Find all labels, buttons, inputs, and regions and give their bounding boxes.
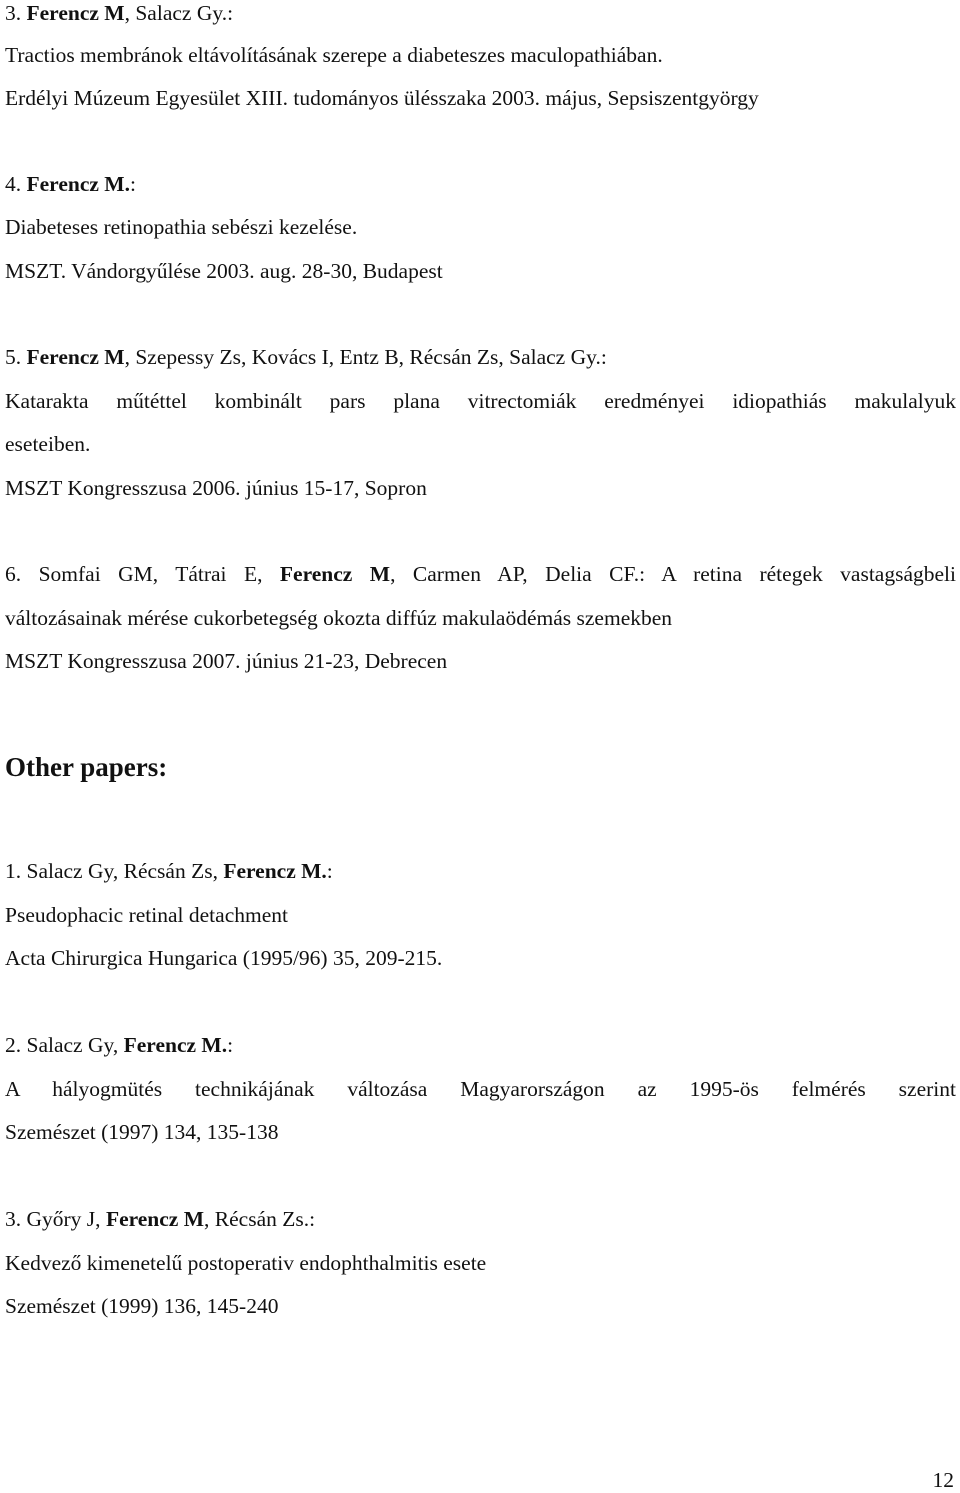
entry-5-title-line-2: eseteiben. [5,432,91,456]
other-1-venue: Acta Chirurgica Hungarica (1995/96) 35, 209-215. [5,946,443,970]
other-2-authors: 2. Salacz Gy, Ferencz M.: [5,1033,234,1057]
page-number: 12 [932,1468,954,1492]
other-2-venue: Szemészet (1997) 134, 135-138 [5,1120,279,1144]
author-highlight: Ferencz M. [123,1033,228,1057]
author-highlight: Ferencz M. [223,859,327,883]
entry-6-authors: 6. Somfai GM, Tátrai E, Ferencz M, Carmen AP, Delia CF.: A retina rétegek vastagságbeli [5,562,957,586]
author-highlight: Ferencz M [26,345,125,369]
entry-3-title: Tractios membránok eltávolításának szerepe a diabeteszes maculopathiában. [5,43,663,67]
other-3-title: Kedvező kimenetelű postoperativ endophthalmitis esete [5,1251,487,1275]
author-highlight: Ferencz M [105,1207,205,1231]
entry-4-title: Diabeteses retinopathia sebészi kezelése. [5,215,358,239]
other-3-authors: 3. Győry J, Ferencz M, Récsán Zs.: [5,1207,316,1231]
other-3-venue: Szemészet (1999) 136, 145-240 [5,1294,279,1318]
author-highlight: Ferencz M [279,562,391,586]
entry-5-title-line-1: Katarakta műtéttel kombinált pars plana vitrectomiák eredményei idiopathiás makulalyuk [5,389,956,413]
author-highlight: Ferencz M [26,1,125,25]
entry-6-title: változásainak mérése cukorbetegség okozta diffúz makulaödémás szemekben [5,606,673,630]
other-1-title: Pseudophacic retinal detachment [5,903,288,927]
entry-4-venue: MSZT. Vándorgyűlése 2003. aug. 28-30, Budapest [5,259,443,283]
section-heading-other-papers: Other papers: [5,752,168,782]
other-2-title: A hályogmütés technikájának változása Magyarországon az 1995-ös felmérés szerint [5,1077,956,1101]
entry-5-authors: 5. Ferencz M, Szepessy Zs, Kovács I, Entz B, Récsán Zs, Salacz Gy.: [5,345,607,369]
author-highlight: Ferencz M. [26,172,130,196]
entry-3-authors: 3. Ferencz M, Salacz Gy.: [5,1,234,25]
entry-3-venue: Erdélyi Múzeum Egyesület XIII. tudományos ülésszaka 2003. május, Sepsiszentgyörgy [5,86,759,110]
entry-4-authors: 4. Ferencz M.: [5,172,136,196]
entry-5-venue: MSZT Kongresszusa 2006. június 15-17, Sopron [5,476,427,500]
other-1-authors: 1. Salacz Gy, Récsán Zs, Ferencz M.: [5,859,333,883]
entry-6-venue: MSZT Kongresszusa 2007. június 21-23, Debrecen [5,649,448,673]
